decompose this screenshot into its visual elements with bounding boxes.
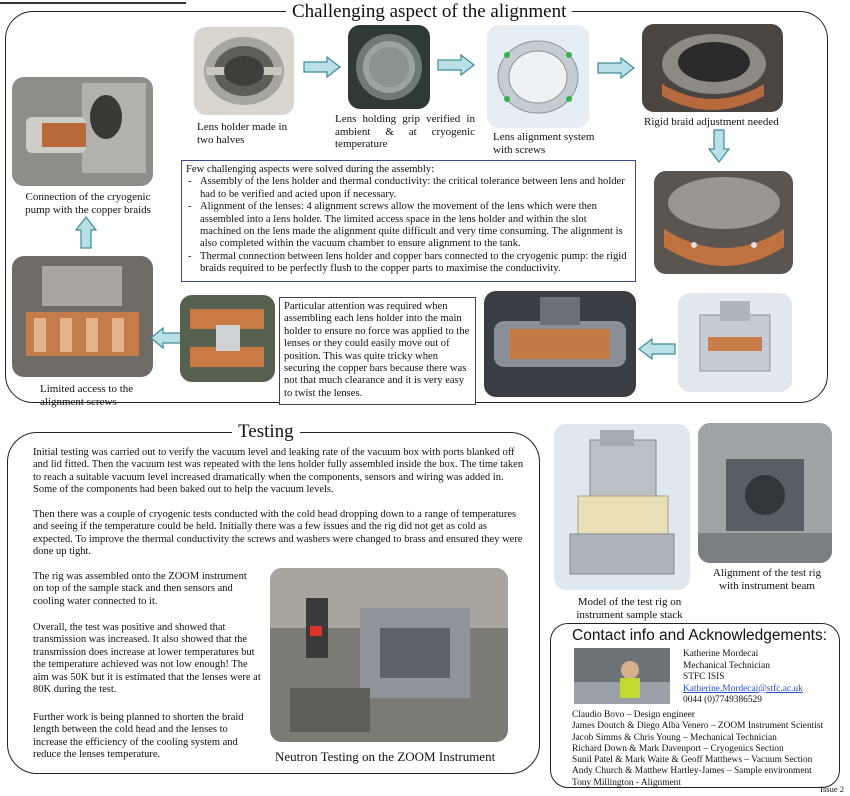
rigid-braid-caption: Rigid braid adjustment needed: [644, 116, 779, 128]
testing-paragraph-3: The rig was assembled onto the ZOOM instrument on top of the sample stack and then sensors and cooling water connected to it.: [33, 571, 247, 607]
lens-holder-halves-caption: Lens holder made in two halves: [197, 121, 288, 146]
attention-note-box: Particular attention was required when assembling each lens holder into the main holder to ensure no force was applied to the lenses or they could easily move out of position. This was quite tricky when securing the copper bars because there was not that much clearance and it is very easy to twist the lenses.: [279, 297, 476, 405]
ack-line: Claudio Bovo – Design engineer: [572, 710, 695, 720]
lens-alignment-system-caption: Lens alignment system with screws: [493, 131, 595, 156]
challenges-summary-box: [181, 160, 636, 282]
braid-closeup-photo: [654, 171, 793, 274]
summary-item-1: - Assembly of the lens holder and thermal conductivity: the critical tolerance between lens and holder had to be verified and acted upon if necessary.: [186, 176, 630, 201]
summary-item-2: - Alignment of the lenses: 4 alignment screws allow the movement of the lens which were then assembled into a lens holder. The limited access space in the lens holder and within the slot machined on the lens made the alignment quite difficult and very time consuming. The alignment is also completed within the vacuum chamber to ensure alignment to the tank.: [186, 201, 630, 251]
ack-line: Richard Down & Mark Davenport – Cryogenics Section: [572, 743, 784, 754]
neutron-testing-photo: [270, 568, 508, 742]
ack-line: James Doutch & Diego Alba Venero – ZOOM Instrument Scientist: [572, 721, 824, 732]
neutron-testing-caption: Neutron Testing on the ZOOM Instrument: [275, 749, 496, 764]
contact-phone: 0044 (0)7749386529: [683, 695, 762, 706]
down-arrow-icon: [708, 129, 730, 163]
contact-org: STFC ISIS: [683, 672, 725, 683]
right-arrow-1-icon: [303, 56, 341, 78]
testing-section-title: Testing: [232, 421, 300, 443]
contact-details: [683, 649, 803, 707]
test-rig-model-caption: Model of the test rig on instrument sample stack: [576, 596, 683, 621]
ack-line: Tony Millington - Alignment: [572, 777, 681, 788]
contact-name: Katherine Mordecai: [683, 649, 759, 659]
assembled-holder-photo: [484, 291, 636, 397]
testing-paragraph-4: Overall, the test was positive and showed that transmission was increased. It also showed that the transmission does increase at lower temperatures but the temperature achieved was not low enough! The aim was 50K but it is estimated that the lenses were at 80K during the test.: [33, 622, 261, 696]
testing-paragraph-1: Initial testing was carried out to verify the vacuum level and leaking rate of the vacuum box with ports blanked off and lid fitted. Then the vacuum test was repeated with the lens holder fully assembled inside the box. The time taken to reach a suitable vacuum level increased dramatically when the components, sensors and wiring was added in. Some of the components had been baked out to help the vacuum levels.: [33, 447, 524, 496]
testing-paragraph-2: Then there was a couple of cryogenic tests conducted with the cold head dropping down to a range of temperatures and seeing if the temperature could be held. Initially there was a few issues and the rig did not get as cold as expected. To improve the thermal conductivity the screws and washers were changed to brass and ensured they were done up tight.: [33, 509, 523, 558]
testing-paragraph-5: Further work is being planned to shorten the braid length between the cold head and the lenses to increase the efficiency of the cooling system and reduce the lenses temperature.: [33, 712, 244, 761]
lens-grip-caption: Lens holding grip verified in ambient & at cryogenic temperature: [335, 113, 475, 150]
pump-connection-caption: Connection of the cryogenic pump with the copper braids: [25, 191, 151, 216]
summary-intro: Few challenging aspects were solved during the assembly:: [186, 164, 435, 175]
up-arrow-icon: [75, 216, 97, 249]
ack-line: Jacob Simms & Chris Young – Mechanical Technician: [572, 732, 777, 743]
rigid-braid-photo: [642, 24, 783, 112]
limited-access-caption: Limited access to the alignment screws: [40, 383, 134, 408]
issue-label: Issue 2: [820, 784, 844, 794]
copper-assembly-photo: [180, 295, 275, 382]
contact-title: Contact info and Acknowledgements:: [572, 627, 828, 644]
test-rig-beam-photo: [698, 423, 832, 563]
lens-holder-halves-photo: [194, 27, 294, 115]
alignment-section-title: Challenging aspect of the alignment: [286, 1, 572, 23]
left-arrow-1-icon: [150, 327, 182, 349]
lens-alignment-system-model: [487, 25, 589, 128]
limited-access-photo: [12, 256, 153, 377]
vacuum-box-cad-model: [678, 293, 792, 392]
ack-line: Sunil Patel & Mark Waite & Geoff Matthews – Vacuum Section: [572, 755, 813, 766]
lens-grip-photo: [348, 25, 430, 109]
ack-line: Andy Church & Matthew Hartley-James – Sample environment: [572, 766, 812, 777]
right-arrow-2-icon: [437, 54, 475, 76]
contact-avatar: [574, 648, 670, 704]
test-rig-model: [554, 424, 690, 590]
summary-item-3: - Thermal connection between lens holder and copper bars connected to the cryogenic pump: the rigid braids required to be perfectly flush to the copper parts to maximise the conductivity.: [186, 251, 630, 276]
contact-role: Mechanical Technician: [683, 660, 770, 671]
header-tab-line: [0, 2, 186, 4]
left-arrow-2-icon: [638, 338, 676, 360]
test-rig-beam-caption: Alignment of the test rig with instrument beam: [712, 567, 822, 592]
contact-email-link[interactable]: Katherine.Mordecai@stfc.ac.uk: [683, 683, 803, 694]
summary-list: [186, 176, 630, 275]
pump-connection-photo: [12, 77, 153, 186]
acknowledgements-list: [572, 710, 823, 789]
right-arrow-3-icon: [597, 57, 635, 79]
